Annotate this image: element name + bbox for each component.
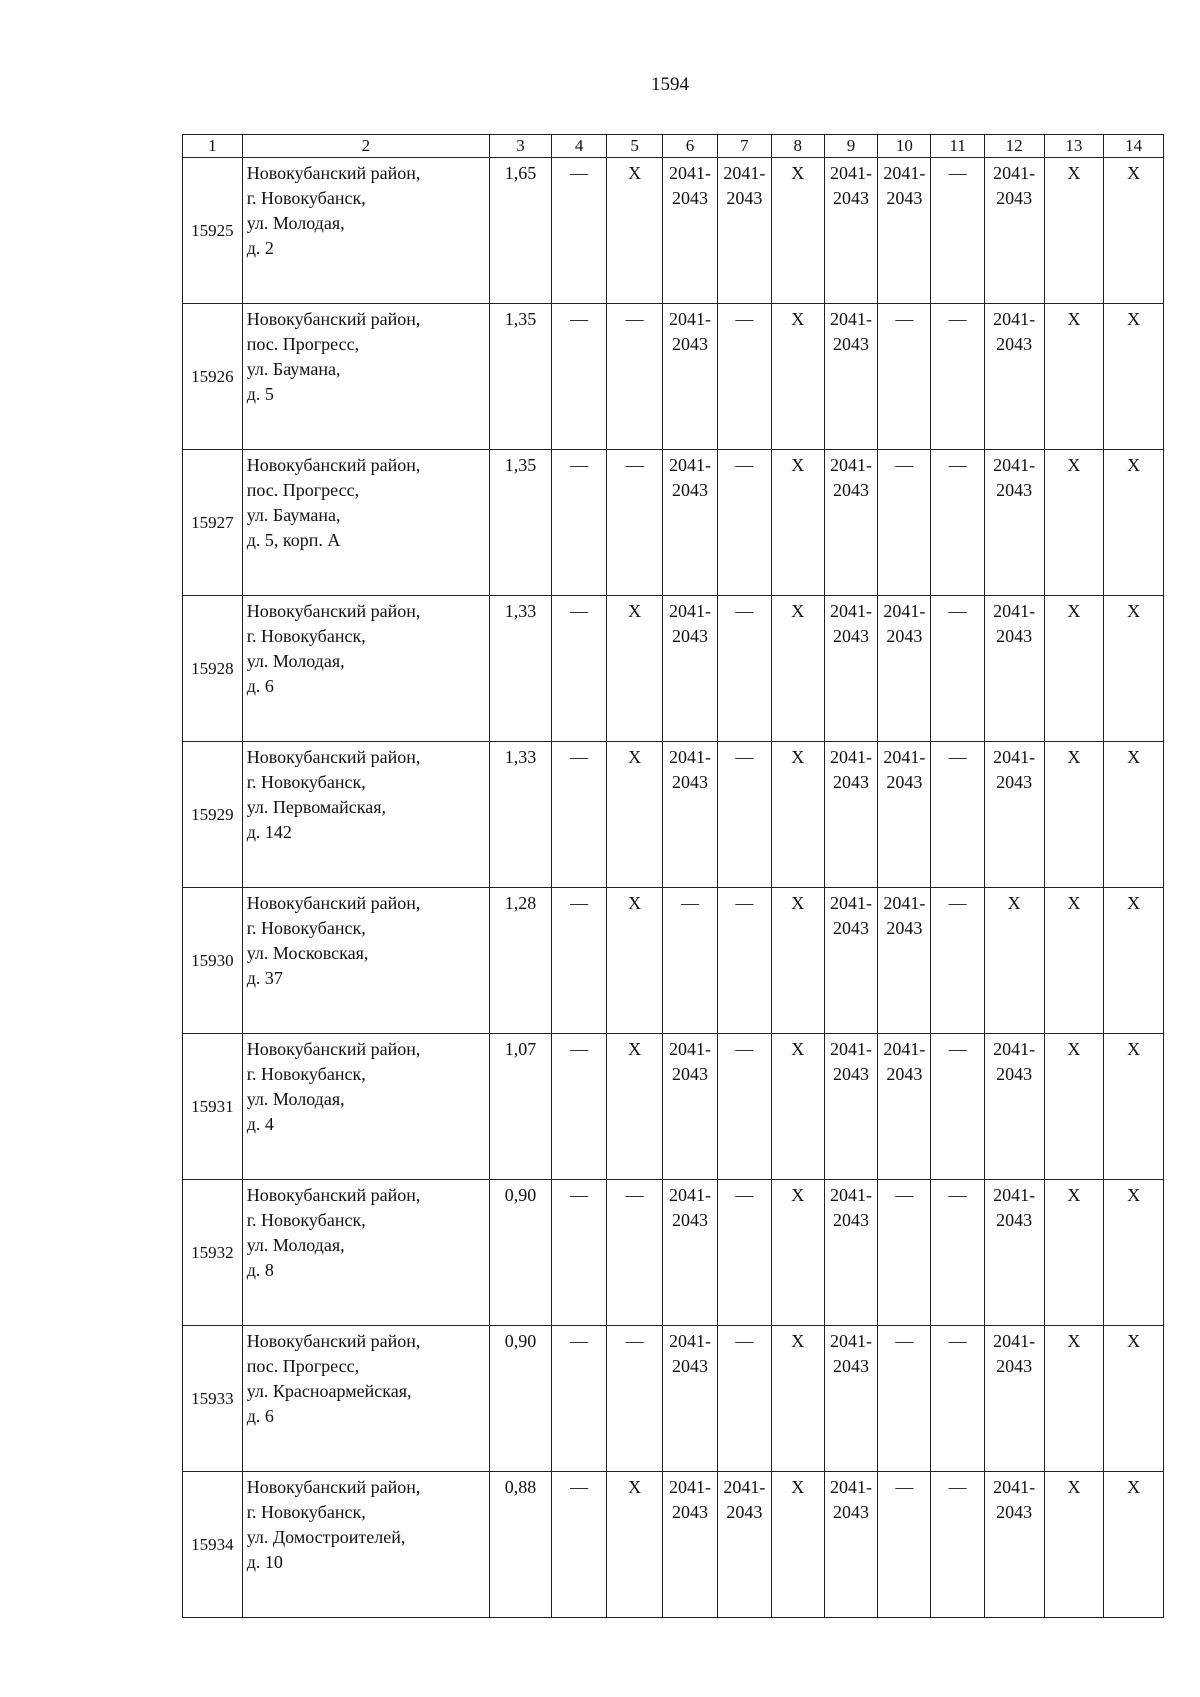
cell-line: 2043 <box>996 1210 1033 1230</box>
cell-6 <box>662 304 717 450</box>
cell-4: — <box>551 158 606 304</box>
cell-line: 2043 <box>886 772 923 792</box>
cell-8: Х <box>771 450 824 596</box>
address-cell <box>242 1472 489 1618</box>
cell-line: 2043 <box>996 480 1033 500</box>
table-row <box>183 1472 1164 1618</box>
address-line: пос. Прогресс, <box>246 480 360 500</box>
address-line: ул. Молодая, <box>246 213 345 233</box>
cell-9 <box>824 450 877 596</box>
cell-line: 2041- <box>993 309 1036 329</box>
cell-13: Х <box>1044 596 1104 742</box>
cell-line: 2043 <box>672 188 709 208</box>
cell-line: 2041- <box>669 1039 712 1059</box>
cell-9 <box>824 1472 877 1618</box>
cell-line: 2043 <box>672 480 709 500</box>
cell-line: 2043 <box>672 1064 709 1084</box>
column-header: 4 <box>551 135 606 158</box>
cell-8: Х <box>771 1472 824 1618</box>
cell-5: — <box>607 304 662 450</box>
cell-7 <box>718 1472 771 1618</box>
cell-line: 2041- <box>993 1039 1036 1059</box>
cell-line: 2041- <box>993 1185 1036 1205</box>
address-line: д. 4 <box>246 1114 274 1134</box>
address-cell <box>242 1326 489 1472</box>
cell-11: — <box>931 1034 984 1180</box>
cell-6 <box>662 596 717 742</box>
cell-line: 2043 <box>996 1502 1033 1522</box>
cell-4: — <box>551 1326 606 1472</box>
address-line: Новокубанский район, <box>246 163 421 183</box>
address-line: д. 6 <box>246 1406 274 1426</box>
cell-5: Х <box>607 158 662 304</box>
cell-9 <box>824 158 877 304</box>
row-number: 15930 <box>183 888 243 1034</box>
row-number: 15932 <box>183 1180 243 1326</box>
cell-4: — <box>551 304 606 450</box>
cell-line: 2041- <box>723 163 766 183</box>
cell-line: 2043 <box>672 1210 709 1230</box>
cell-10 <box>878 888 931 1034</box>
cell-line: 2041- <box>993 1331 1036 1351</box>
cell-line: 2043 <box>833 626 870 646</box>
cell-9 <box>824 742 877 888</box>
cell-7: — <box>718 1180 771 1326</box>
cell-13: Х <box>1044 304 1104 450</box>
cell-8: Х <box>771 1034 824 1180</box>
address-line: д. 6 <box>246 676 274 696</box>
address-line: г. Новокубанск, <box>246 1064 366 1084</box>
cell-5: Х <box>607 1034 662 1180</box>
address-cell <box>242 1180 489 1326</box>
row-number: 15926 <box>183 304 243 450</box>
cell-4: — <box>551 1472 606 1618</box>
cell-5: Х <box>607 888 662 1034</box>
address-line: Новокубанский район, <box>246 1039 421 1059</box>
cell-9 <box>824 596 877 742</box>
cell-line: 2043 <box>672 1356 709 1376</box>
cell-line: 2041- <box>669 309 712 329</box>
address-line: Новокубанский район, <box>246 1331 421 1351</box>
cell-11: — <box>931 158 984 304</box>
area-cell: 1,33 <box>490 742 552 888</box>
cell-4: — <box>551 1034 606 1180</box>
address-line: Новокубанский район, <box>246 893 421 913</box>
address-line: д. 5, корп. А <box>246 530 341 550</box>
cell-10 <box>878 742 931 888</box>
cell-8: Х <box>771 596 824 742</box>
address-line: д. 10 <box>246 1552 283 1572</box>
column-header: 12 <box>984 135 1044 158</box>
cell-14: Х <box>1104 1472 1164 1618</box>
cell-14: Х <box>1104 1326 1164 1472</box>
cell-11: — <box>931 742 984 888</box>
column-header: 2 <box>242 135 489 158</box>
column-header: 9 <box>824 135 877 158</box>
cell-line: 2041- <box>830 1185 873 1205</box>
cell-14: Х <box>1104 450 1164 596</box>
column-header: 14 <box>1104 135 1164 158</box>
cell-4: — <box>551 888 606 1034</box>
cell-12 <box>984 596 1044 742</box>
cell-line: 2041- <box>669 163 712 183</box>
cell-14: Х <box>1104 596 1164 742</box>
cell-line: 2041- <box>883 163 926 183</box>
area-cell: 1,28 <box>490 888 552 1034</box>
cell-5: Х <box>607 742 662 888</box>
table-row <box>183 1034 1164 1180</box>
address-line: Новокубанский район, <box>246 1185 421 1205</box>
cell-11: — <box>931 450 984 596</box>
cell-10: — <box>878 1472 931 1618</box>
cell-11: — <box>931 1472 984 1618</box>
cell-line: 2041- <box>993 601 1036 621</box>
area-cell: 0,90 <box>490 1180 552 1326</box>
cell-line: 2043 <box>996 188 1033 208</box>
cell-line: 2043 <box>886 188 923 208</box>
cell-6 <box>662 1034 717 1180</box>
cell-line: 2043 <box>996 334 1033 354</box>
cell-11: — <box>931 1180 984 1326</box>
cell-10: — <box>878 1326 931 1472</box>
cell-6 <box>662 1326 717 1472</box>
address-cell <box>242 304 489 450</box>
area-cell: 1,35 <box>490 450 552 596</box>
column-header: 13 <box>1044 135 1104 158</box>
cell-line: 2043 <box>672 1502 709 1522</box>
cell-line: 2043 <box>886 918 923 938</box>
cell-line: 2041- <box>830 1039 873 1059</box>
address-line: г. Новокубанск, <box>246 626 366 646</box>
area-cell: 1,65 <box>490 158 552 304</box>
address-line: Новокубанский район, <box>246 747 421 767</box>
column-header: 10 <box>878 135 931 158</box>
cell-line: 2041- <box>723 1477 766 1497</box>
cell-12 <box>984 158 1044 304</box>
table-row <box>183 450 1164 596</box>
cell-line: 2041- <box>883 1039 926 1059</box>
table-row <box>183 304 1164 450</box>
address-line: г. Новокубанск, <box>246 1502 366 1522</box>
cell-12 <box>984 1034 1044 1180</box>
address-line: ул. Баумана, <box>246 359 341 379</box>
cell-10: — <box>878 304 931 450</box>
cell-line: 2043 <box>833 480 870 500</box>
area-cell: 0,90 <box>490 1326 552 1472</box>
cell-line: 2043 <box>833 1502 870 1522</box>
cell-7 <box>718 158 771 304</box>
cell-line: 2043 <box>833 1064 870 1084</box>
cell-line: 2041- <box>669 1185 712 1205</box>
cell-5: Х <box>607 596 662 742</box>
area-cell: 1,07 <box>490 1034 552 1180</box>
cell-line: 2041- <box>830 455 873 475</box>
cell-line: 2043 <box>833 772 870 792</box>
address-line: г. Новокубанск, <box>246 772 366 792</box>
column-header: 8 <box>771 135 824 158</box>
cell-4: — <box>551 596 606 742</box>
address-line: д. 37 <box>246 968 283 988</box>
row-number: 15929 <box>183 742 243 888</box>
cell-line: 2041- <box>830 163 873 183</box>
address-cell <box>242 450 489 596</box>
cell-9 <box>824 888 877 1034</box>
cell-7: — <box>718 1034 771 1180</box>
cell-line: 2043 <box>886 626 923 646</box>
table-row <box>183 888 1164 1034</box>
area-cell: 0,88 <box>490 1472 552 1618</box>
cell-5: — <box>607 1180 662 1326</box>
table-row <box>183 1180 1164 1326</box>
cell-7: — <box>718 450 771 596</box>
cell-8: Х <box>771 158 824 304</box>
cell-line: 2043 <box>833 1210 870 1230</box>
address-cell <box>242 742 489 888</box>
row-number: 15925 <box>183 158 243 304</box>
cell-line: 2041- <box>669 455 712 475</box>
cell-12 <box>984 1180 1044 1326</box>
cell-10 <box>878 1034 931 1180</box>
cell-line: 2043 <box>996 1356 1033 1376</box>
cell-9 <box>824 1034 877 1180</box>
address-line: д. 5 <box>246 384 274 404</box>
address-line: д. 142 <box>246 822 292 842</box>
cell-10 <box>878 158 931 304</box>
cell-13: Х <box>1044 450 1104 596</box>
cell-4: — <box>551 742 606 888</box>
row-number: 15927 <box>183 450 243 596</box>
column-header: 5 <box>607 135 662 158</box>
column-header: 11 <box>931 135 984 158</box>
cell-14: Х <box>1104 304 1164 450</box>
address-line: ул. Домостроителей, <box>246 1527 406 1547</box>
cell-13: Х <box>1044 888 1104 1034</box>
cell-line: 2043 <box>833 334 870 354</box>
address-line: г. Новокубанск, <box>246 918 366 938</box>
address-line: ул. Молодая, <box>246 651 345 671</box>
address-line: д. 2 <box>246 238 274 258</box>
address-line: г. Новокубанск, <box>246 188 366 208</box>
address-line: ул. Красноармейская, <box>246 1381 412 1401</box>
cell-13: Х <box>1044 1472 1104 1618</box>
cell-line: 2041- <box>830 1477 873 1497</box>
cell-9 <box>824 1180 877 1326</box>
cell-line: 2043 <box>726 1502 763 1522</box>
area-cell: 1,35 <box>490 304 552 450</box>
cell-6 <box>662 1180 717 1326</box>
address-line: д. 8 <box>246 1260 274 1280</box>
cell-13: Х <box>1044 158 1104 304</box>
cell-line: 2041- <box>883 747 926 767</box>
cell-12 <box>984 742 1044 888</box>
cell-11: — <box>931 1326 984 1472</box>
cell-line: 2041- <box>669 601 712 621</box>
area-cell: 1,33 <box>490 596 552 742</box>
cell-line: 2041- <box>993 747 1036 767</box>
address-line: Новокубанский район, <box>246 1477 421 1497</box>
column-header: 6 <box>662 135 717 158</box>
cell-12 <box>984 1472 1044 1618</box>
cell-11: — <box>931 888 984 1034</box>
cell-14: Х <box>1104 888 1164 1034</box>
cell-line: 2043 <box>886 1064 923 1084</box>
cell-line: 2041- <box>993 163 1036 183</box>
row-number: 15934 <box>183 1472 243 1618</box>
cell-12: Х <box>984 888 1044 1034</box>
cell-6 <box>662 158 717 304</box>
cell-9 <box>824 304 877 450</box>
cell-6: — <box>662 888 717 1034</box>
cell-10: — <box>878 450 931 596</box>
address-line: Новокубанский район, <box>246 309 421 329</box>
cell-7: — <box>718 888 771 1034</box>
cell-line: 2041- <box>669 1331 712 1351</box>
address-line: ул. Московская, <box>246 943 369 963</box>
address-line: ул. Молодая, <box>246 1235 345 1255</box>
address-line: Новокубанский район, <box>246 601 421 621</box>
cell-line: 2041- <box>830 747 873 767</box>
cell-line: 2041- <box>883 601 926 621</box>
cell-8: Х <box>771 742 824 888</box>
cell-4: — <box>551 450 606 596</box>
cell-line: 2043 <box>833 188 870 208</box>
row-number: 15928 <box>183 596 243 742</box>
cell-line: 2041- <box>993 455 1036 475</box>
cell-7: — <box>718 742 771 888</box>
cell-13: Х <box>1044 1034 1104 1180</box>
address-cell <box>242 888 489 1034</box>
cell-line: 2043 <box>672 334 709 354</box>
cell-4: — <box>551 1180 606 1326</box>
column-header: 7 <box>718 135 771 158</box>
address-line: ул. Первомайская, <box>246 797 387 817</box>
cell-5: Х <box>607 1472 662 1618</box>
cell-6 <box>662 450 717 596</box>
cell-7: — <box>718 1326 771 1472</box>
cell-11: — <box>931 596 984 742</box>
cell-line: 2041- <box>669 747 712 767</box>
cell-8: Х <box>771 1326 824 1472</box>
address-line: ул. Молодая, <box>246 1089 345 1109</box>
cell-line: 2041- <box>883 893 926 913</box>
page-number: 1594 <box>651 74 689 95</box>
cell-line: 2041- <box>830 1331 873 1351</box>
cell-line: 2041- <box>993 1477 1036 1497</box>
cell-line: 2041- <box>669 1477 712 1497</box>
cell-13: Х <box>1044 1326 1104 1472</box>
cell-10 <box>878 596 931 742</box>
cell-line: 2043 <box>672 772 709 792</box>
cell-12 <box>984 304 1044 450</box>
row-number: 15933 <box>183 1326 243 1472</box>
cell-14: Х <box>1104 158 1164 304</box>
cell-7: — <box>718 596 771 742</box>
cell-8: Х <box>771 1180 824 1326</box>
cell-7: — <box>718 304 771 450</box>
cell-8: Х <box>771 888 824 1034</box>
table-row <box>183 1326 1164 1472</box>
cell-line: 2041- <box>830 893 873 913</box>
cell-line: 2043 <box>996 626 1033 646</box>
address-cell <box>242 1034 489 1180</box>
cell-12 <box>984 1326 1044 1472</box>
cell-14: Х <box>1104 742 1164 888</box>
column-number-header <box>183 135 1164 158</box>
cell-9 <box>824 1326 877 1472</box>
cell-line: 2041- <box>830 601 873 621</box>
cell-13: Х <box>1044 1180 1104 1326</box>
cell-line: 2043 <box>996 772 1033 792</box>
table-row <box>183 158 1164 304</box>
table-row <box>183 596 1164 742</box>
cell-line: 2043 <box>996 1064 1033 1084</box>
cell-6 <box>662 742 717 888</box>
row-number: 15931 <box>183 1034 243 1180</box>
cell-11: — <box>931 304 984 450</box>
address-line: ул. Баумана, <box>246 505 341 525</box>
cell-6 <box>662 1472 717 1618</box>
address-cell <box>242 158 489 304</box>
cell-line: 2043 <box>726 188 763 208</box>
cell-line: 2043 <box>672 626 709 646</box>
cell-10: — <box>878 1180 931 1326</box>
cell-14: Х <box>1104 1180 1164 1326</box>
cell-12 <box>984 450 1044 596</box>
cell-5: — <box>607 1326 662 1472</box>
cell-line: 2043 <box>833 1356 870 1376</box>
column-header: 3 <box>490 135 552 158</box>
address-line: г. Новокубанск, <box>246 1210 366 1230</box>
cell-line: 2043 <box>833 918 870 938</box>
register-table <box>182 134 1164 1618</box>
cell-14: Х <box>1104 1034 1164 1180</box>
address-line: Новокубанский район, <box>246 455 421 475</box>
address-line: пос. Прогресс, <box>246 334 360 354</box>
address-cell <box>242 596 489 742</box>
address-line: пос. Прогресс, <box>246 1356 360 1376</box>
table-row <box>183 742 1164 888</box>
column-header: 1 <box>183 135 243 158</box>
cell-8: Х <box>771 304 824 450</box>
cell-5: — <box>607 450 662 596</box>
cell-line: 2041- <box>830 309 873 329</box>
cell-13: Х <box>1044 742 1104 888</box>
